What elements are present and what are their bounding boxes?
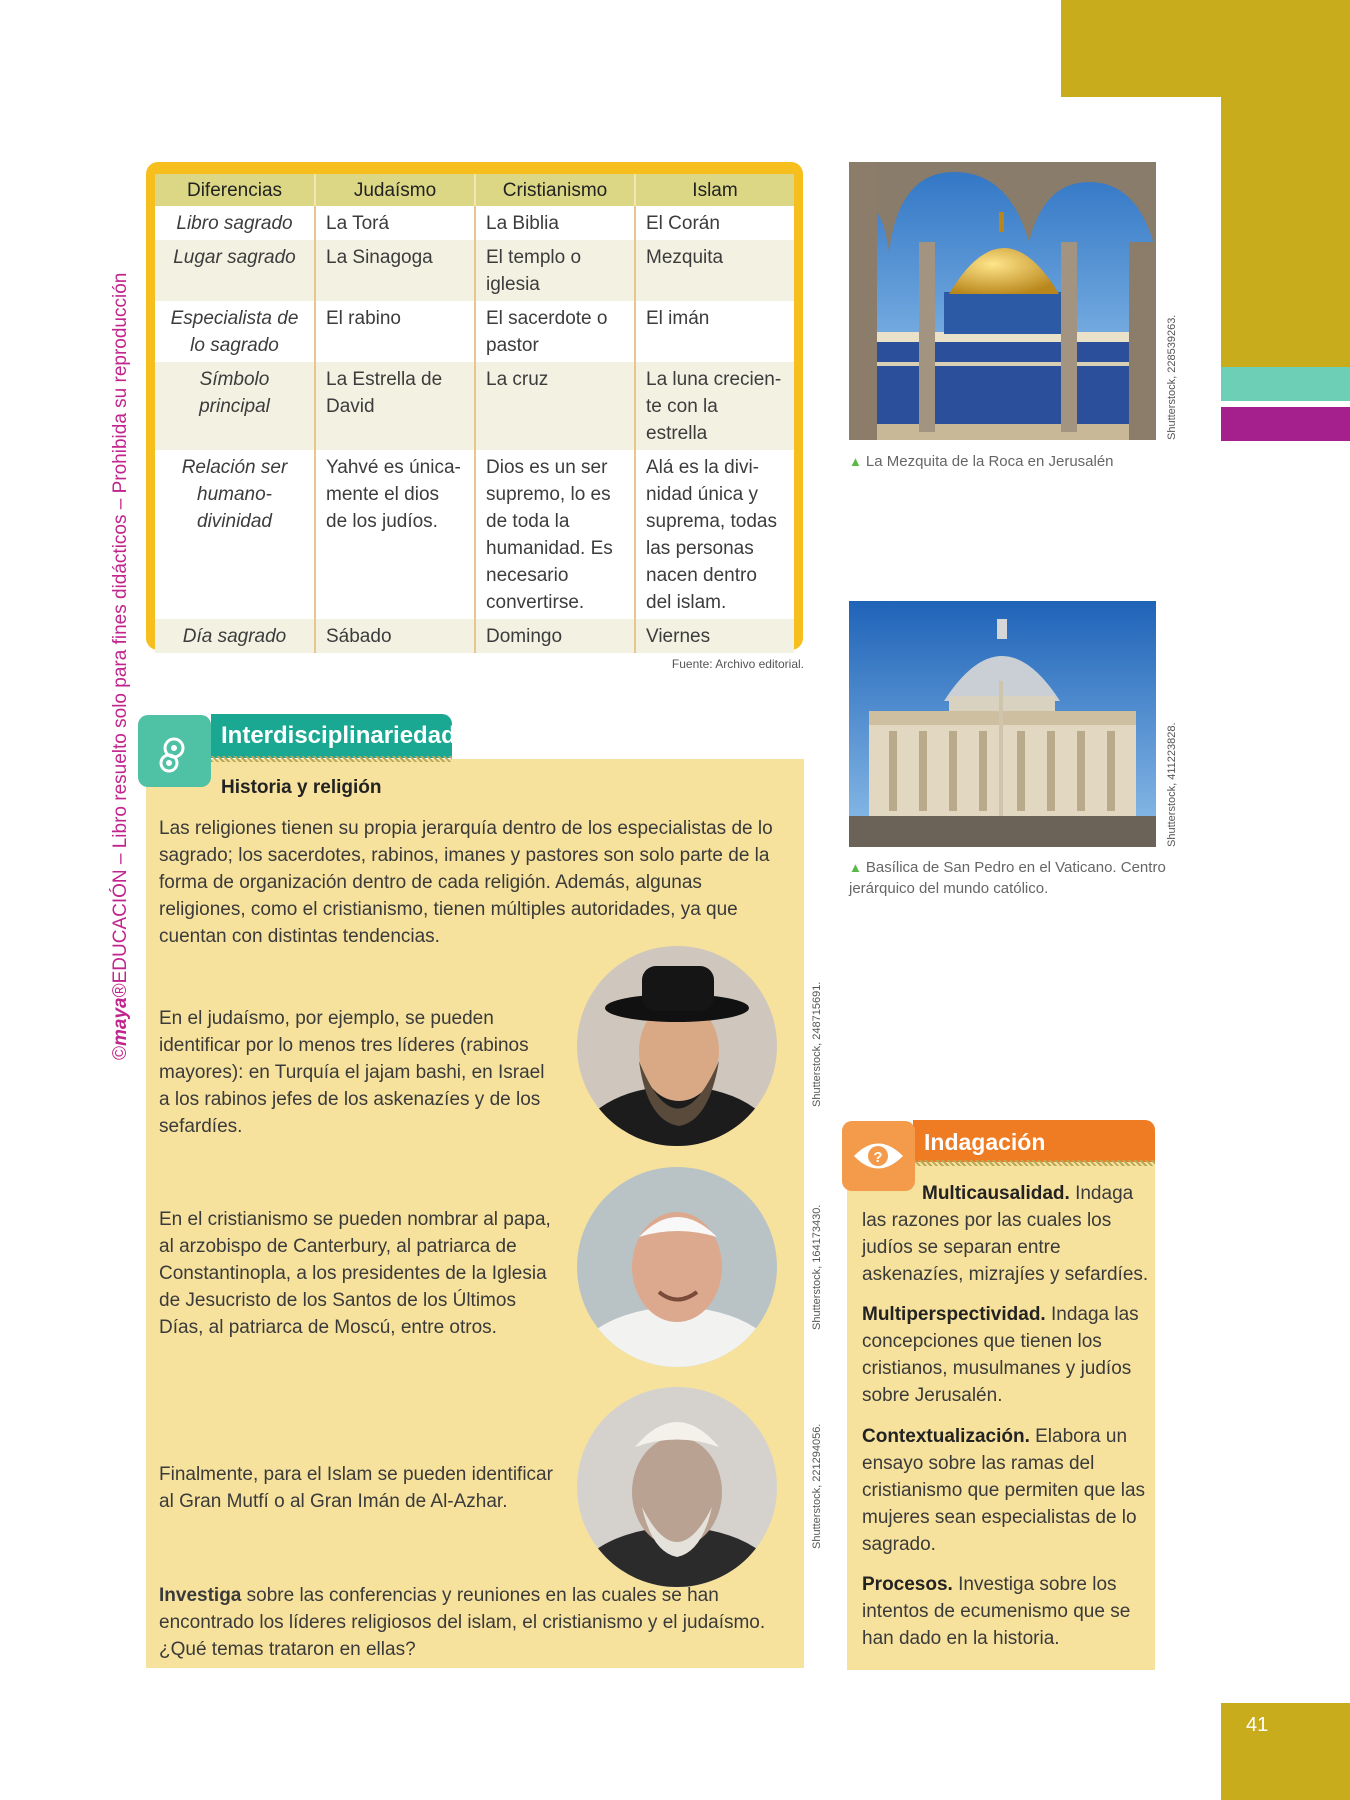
table-cell: La luna crecien-te con la estrella: [635, 362, 794, 450]
table-source: Fuente: Archivo editorial.: [671, 657, 804, 671]
table-row: [155, 619, 794, 653]
st-peters-basilica-photo: [849, 601, 1156, 847]
table-row: [155, 362, 794, 450]
table-cell-key: Lugar sagrado: [155, 240, 315, 301]
interdisciplinary-title: Interdisciplinariedad: [221, 722, 456, 749]
paragraph: En el cristianismo se pueden nombrar al papa, al arzobispo de Canterbury, al patriarca de Constantinopla, a los presidentes de la Iglesia de Jesucristo de los Santos de los Últimos Días, al patriarca de Moscú, entre otros.: [159, 1209, 551, 1338]
table-cell: La Estrella de David: [315, 362, 475, 450]
table-cell: Viernes: [635, 619, 794, 653]
imam-portrait: [577, 1387, 777, 1587]
top-gold-band: [1061, 0, 1350, 97]
table-row: [155, 206, 794, 240]
hatch-decoration: [913, 1160, 1155, 1166]
hatch-decoration: [211, 756, 452, 762]
photo-credit: Shutterstock, 164173430.: [811, 1204, 823, 1330]
table-cell: El templo o iglesia: [475, 240, 635, 301]
table-cell: El imán: [635, 301, 794, 362]
magenta-strip: [1221, 407, 1350, 441]
inquiry-item: Contextualización. Elabora un ensayo sobre las ramas del cristianismo que permiten que las mujeres sean especialistas de lo sagrado.: [862, 1426, 1146, 1555]
photo-credit: Shutterstock, 228539263.: [1166, 314, 1178, 440]
paragraph: En el judaísmo, por ejemplo, se pueden identificar por lo menos tres líderes (rabinos mayores): en Turquía el jajam bashi, en Israel a los rabinos jefes de los askenazíes y de los sefardíes.: [159, 1008, 545, 1137]
table-cell-key: Libro sagrado: [155, 206, 315, 240]
table-header: Judaísmo: [315, 174, 475, 206]
dome-of-the-rock-photo: [849, 162, 1156, 440]
table-cell: Sábado: [315, 619, 475, 653]
interdisciplinary-subtitle: Historia y religión: [221, 777, 382, 798]
table-cell: Domingo: [475, 619, 635, 653]
inquiry-title: Indagación: [924, 1129, 1046, 1155]
table-cell-key: Relación ser humano-divinidad: [155, 450, 315, 619]
page-number: 41: [1246, 1714, 1269, 1736]
inquiry-item: Multiperspectividad. Indaga las concepciones que tienen los cristianos, musulmanes y judíos sobre Jerusalén.: [862, 1304, 1139, 1406]
table-cell: El sacerdote o pastor: [475, 301, 635, 362]
table-cell: Dios es un ser supremo, lo es de toda la humanidad. Es necesario convertirse.: [475, 450, 635, 619]
table-cell: La Torá: [315, 206, 475, 240]
basilica-caption: ▲ Basílica de San Pedro en el Vaticano. Centro jerárquico del mundo católico.: [849, 859, 1166, 897]
copyright-side-text: ©maya®EDUCACIÓN – Libro resuelto solo para fines didácticos – Prohibida su reproducción: [110, 272, 131, 1060]
table-header: Cristianismo: [475, 174, 635, 206]
table-row: [155, 301, 794, 362]
table-cell: Mezquita: [635, 240, 794, 301]
inquiry-item: Multicausalidad. Indaga las razones por las cuales los judíos se separan entre askenazíes, mizrajíes y sefardíes.: [862, 1183, 1149, 1285]
teal-strip: [1221, 367, 1350, 401]
table-cell: Alá es la divi-nidad única y suprema, todas las personas nacen dentro del islam.: [635, 450, 794, 619]
table-cell-key: Símbolo principal: [155, 362, 315, 450]
table-cell: El rabino: [315, 301, 475, 362]
paragraph: Finalmente, para el Islam se pueden identificar al Gran Mutfí o al Gran Imán de Al-Azhar.: [159, 1464, 553, 1512]
mosque-caption: ▲ La Mezquita de la Roca en Jerusalén: [849, 453, 1114, 470]
page-number-box: [1221, 1703, 1350, 1800]
rabbi-portrait: [577, 946, 777, 1146]
photo-credit: Shutterstock, 248715691.: [811, 981, 823, 1107]
table-cell-key: Día sagrado: [155, 619, 315, 653]
photo-credit: Shutterstock, 221294056.: [811, 1423, 823, 1549]
table-cell: Yahvé es única-mente el dios de los judíos.: [315, 450, 475, 619]
religions-comparison-table: [155, 174, 794, 653]
triangle-icon: ▲: [849, 860, 862, 875]
svg-text:?: ?: [873, 1149, 883, 1166]
photo-credit: Shutterstock, 411223828.: [1166, 722, 1178, 847]
table-cell-key: Especialista de lo sagrado: [155, 301, 315, 362]
target-icon: [138, 715, 211, 787]
table-cell: La Biblia: [475, 206, 635, 240]
table-cell: El Corán: [635, 206, 794, 240]
table-row: [155, 450, 794, 619]
pope-portrait: [577, 1167, 777, 1367]
table-cell: La Sinagoga: [315, 240, 475, 301]
paragraph: Las religiones tienen su propia jerarquía dentro de los especialistas de lo sagrado; los sacerdotes, rabinos, imanes y pastores son solo parte de la forma de organización dentro de cada religión. Además, algunas religiones, como el cristianismo, tienen múltiples autoridades, ya que cuentan con distintas tendencias.: [159, 818, 773, 947]
investiga-label: Investiga: [159, 1585, 242, 1606]
table-cell: La cruz: [475, 362, 635, 450]
right-gold-band: [1221, 97, 1350, 367]
table-row: [155, 240, 794, 301]
table-header: Diferencias: [155, 174, 315, 206]
triangle-icon: ▲: [849, 454, 862, 469]
table-header: Islam: [635, 174, 794, 206]
paragraph: Investiga sobre las conferencias y reuniones en las cuales se han encontrado los líderes religiosos del islam, el cristianismo y el judaísmo. ¿Qué temas trataron en ellas?: [159, 1585, 766, 1660]
table-header-row: [155, 174, 794, 206]
inquiry-item: Procesos. Investiga sobre los intentos de ecumenismo que se han dado en la historia.: [862, 1574, 1131, 1649]
